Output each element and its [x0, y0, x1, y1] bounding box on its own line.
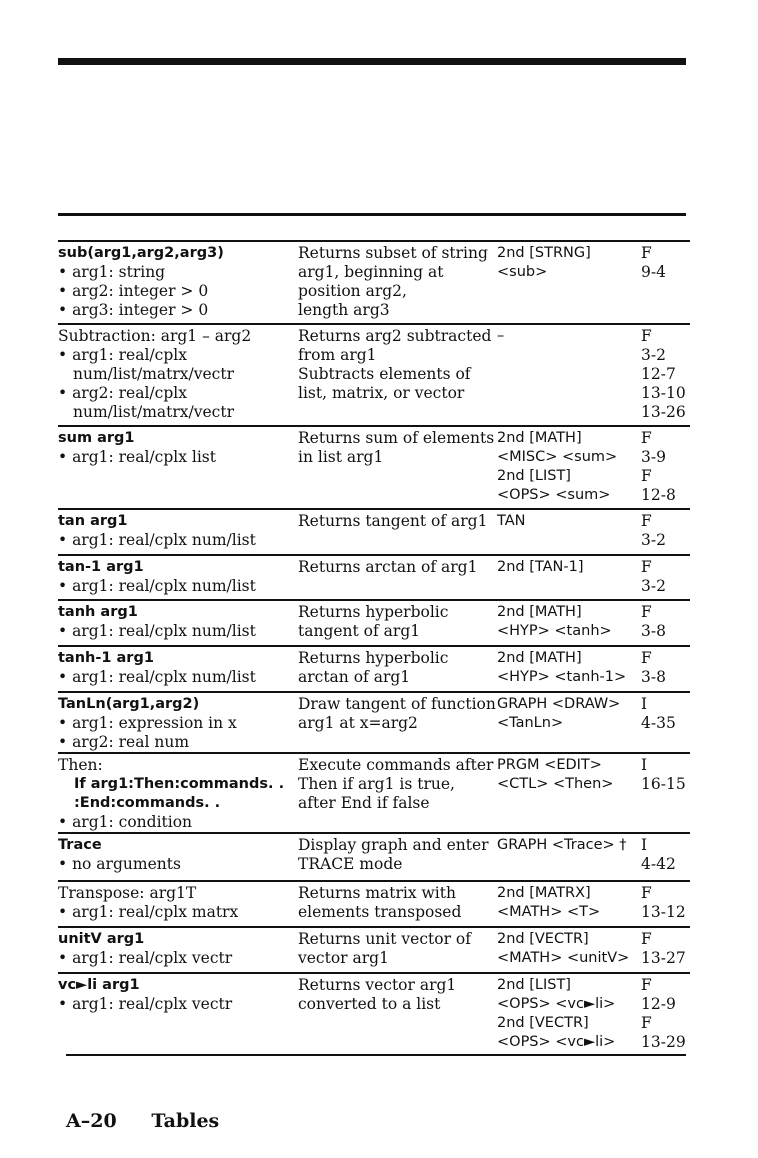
c4-line: 13-27	[641, 949, 686, 967]
c1-line: unitV arg1	[58, 931, 145, 947]
table-row	[58, 645, 690, 691]
c1-line: Trace	[58, 837, 102, 853]
c2-line: Returns hyperbolic	[298, 649, 449, 667]
c2-line: Execute commands after	[298, 756, 494, 774]
column-c4	[641, 244, 666, 282]
c1-line: :End:commands. .	[74, 795, 221, 811]
table-row	[58, 972, 690, 1052]
c3-line: <HYP> <tanh>	[497, 623, 612, 639]
c4-line: F	[641, 467, 652, 485]
column-c1	[58, 429, 216, 467]
c1-line: • arg1: real/cplx num/list	[58, 668, 256, 686]
c4-line: 12-9	[641, 995, 676, 1013]
column-c1	[58, 603, 256, 641]
c2-line: Returns sum of elements	[298, 429, 495, 447]
column-c2	[298, 930, 471, 968]
c2-line: Returns matrix with	[298, 884, 456, 902]
c3-line: 2nd [TAN-1]	[497, 559, 584, 575]
c2-line: vector arg1	[298, 949, 389, 967]
c4-line: F	[641, 244, 652, 262]
c1-line: • arg1: real/cplx vectr	[58, 949, 233, 967]
table-row	[58, 880, 690, 926]
table-row	[58, 691, 690, 752]
c1-line: • arg1: string	[58, 263, 166, 281]
c3-line: <CTL> <Then>	[497, 776, 614, 792]
column-c2	[298, 649, 448, 687]
column-c3	[497, 884, 600, 922]
column-c2	[298, 884, 461, 922]
column-c2	[298, 429, 494, 467]
c4-line: 13-29	[641, 1033, 686, 1051]
column-c2	[298, 976, 456, 1014]
c4-line: F	[641, 512, 652, 530]
c1-line: • arg1: real/cplx matrx	[58, 903, 239, 921]
c1-line: tan arg1	[58, 513, 128, 529]
table-row	[58, 926, 690, 972]
c4-line: I	[641, 756, 648, 774]
c3-line: <MISC> <sum>	[497, 449, 618, 465]
c2-line: converted to a list	[298, 995, 441, 1013]
c3-line: 2nd [MATH]	[497, 650, 582, 666]
c2-line: Returns unit vector of	[298, 930, 471, 948]
column-c4	[641, 756, 686, 794]
column-c1	[58, 244, 224, 320]
c1-line: sub(arg1,arg2,arg3)	[58, 245, 224, 261]
column-c4	[641, 327, 686, 422]
column-c3	[497, 558, 584, 577]
c3-line: 2nd [MATRX]	[497, 885, 591, 901]
table-row	[58, 508, 690, 554]
table-row	[58, 832, 690, 880]
c2-line: Returns subset of string	[298, 244, 488, 262]
table-row	[58, 240, 690, 323]
c3-line: PRGM <EDIT>	[497, 757, 602, 773]
c4-line: 16-15	[641, 775, 686, 793]
column-c4	[641, 884, 686, 922]
column-c2	[298, 836, 489, 874]
table-row	[58, 752, 690, 832]
table-row	[58, 554, 690, 599]
c4-line: F	[641, 976, 652, 994]
c4-line: F	[641, 649, 652, 667]
c1-line: • arg3: integer > 0	[58, 301, 209, 319]
column-c3	[497, 327, 504, 346]
c1-line: • arg1: expression in x	[58, 714, 237, 732]
c2-line: Display graph and enter	[298, 836, 489, 854]
c4-line: F	[641, 603, 652, 621]
c2-line: Subtracts elements of	[298, 365, 471, 383]
column-c3	[497, 930, 629, 968]
c2-line: arctan of arg1	[298, 668, 411, 686]
column-c1	[58, 649, 256, 687]
column-c1	[58, 930, 232, 968]
c1-line: Then:	[58, 756, 103, 774]
column-c1	[58, 327, 251, 422]
column-c3	[497, 976, 615, 1052]
c3-line: GRAPH <Trace> †	[497, 837, 627, 853]
column-c1	[58, 976, 232, 1014]
c3-line: 2nd [LIST]	[497, 468, 571, 484]
c1-line: • no arguments	[58, 855, 181, 873]
c1-line: num/list/matrx/vectr	[73, 403, 234, 421]
c2-line: Returns vector arg1	[298, 976, 457, 994]
c1-line: • arg2: real/cplx	[58, 384, 187, 402]
c3-line: 2nd [LIST]	[497, 977, 571, 993]
table-row	[58, 599, 690, 645]
c1-line: If arg1:Then:commands. .	[74, 776, 285, 792]
c1-line: • arg2: real num	[58, 733, 190, 751]
c1-line: tan-1 arg1	[58, 559, 144, 575]
column-c1	[58, 884, 238, 922]
c3-line: <TanLn>	[497, 715, 564, 731]
c2-line: Returns arctan of arg1	[298, 558, 478, 576]
c3-line: 2nd [MATH]	[497, 604, 582, 620]
column-c3	[497, 836, 627, 855]
c2-line: from arg1	[298, 346, 377, 364]
section-name: Tables	[151, 1110, 220, 1132]
column-c3	[497, 512, 526, 531]
c1-line: Subtraction: arg1 – arg2	[58, 327, 252, 345]
c4-line: F	[641, 1014, 652, 1032]
c1-line: TanLn(arg1,arg2)	[58, 696, 200, 712]
column-c4	[641, 930, 686, 968]
c2-line: Then if arg1 is true,	[298, 775, 455, 793]
c4-line: F	[641, 930, 652, 948]
c4-line: 3-2	[641, 531, 666, 549]
column-c2	[298, 756, 493, 813]
column-c1	[58, 512, 256, 550]
column-c2	[298, 558, 477, 577]
c1-line: sum arg1	[58, 430, 135, 446]
c4-line: 13-12	[641, 903, 686, 921]
c4-line: 4-42	[641, 855, 676, 873]
c2-line: arg1, beginning at	[298, 263, 444, 281]
c2-line: Draw tangent of function	[298, 695, 496, 713]
table-row	[58, 323, 690, 425]
c4-line: 4-35	[641, 714, 676, 732]
c1-line: • arg1: real/cplx num/list	[58, 577, 256, 595]
c2-line: list, matrix, or vector	[298, 384, 465, 402]
page-footer	[66, 1110, 247, 1132]
c2-line: in list arg1	[298, 448, 384, 466]
c2-line: Returns arg2 subtracted	[298, 327, 492, 345]
c1-line: • arg1: real/cplx num/list	[58, 531, 256, 549]
c2-line: elements transposed	[298, 903, 462, 921]
column-c3	[497, 429, 617, 505]
c4-line: 3-2	[641, 346, 666, 364]
c1-line: • arg1: real/cplx vectr	[58, 995, 233, 1013]
c3-line: 2nd [STRNG]	[497, 245, 591, 261]
c2-line: TRACE mode	[298, 855, 403, 873]
c4-line: 12-7	[641, 365, 676, 383]
c1-line: • arg2: integer > 0	[58, 282, 209, 300]
c2-line: arg1 at x=arg2	[298, 714, 418, 732]
table-row	[58, 425, 690, 508]
top-thick-rule	[58, 58, 686, 65]
c4-line: F	[641, 429, 652, 447]
c4-line: I	[641, 836, 648, 854]
c3-line: <OPS> <vc►li>	[497, 996, 616, 1012]
c4-line: F	[641, 884, 652, 902]
column-c4	[641, 558, 666, 596]
c3-line: GRAPH <DRAW>	[497, 696, 621, 712]
page-number: A–20	[66, 1110, 117, 1132]
c2-line: Returns tangent of arg1	[298, 512, 488, 530]
c4-line: 3-9	[641, 448, 666, 466]
c3-line: <OPS> <sum>	[497, 487, 611, 503]
column-c4	[641, 429, 676, 505]
column-c4	[641, 603, 666, 641]
c2-line: after End if false	[298, 794, 430, 812]
table-bottom-rule	[66, 1054, 686, 1056]
c4-line: F	[641, 327, 652, 345]
column-c4	[641, 976, 686, 1052]
c2-line: position arg2,	[298, 282, 407, 300]
c1-line: • arg1: condition	[58, 813, 193, 831]
c1-line: Transpose: arg1T	[58, 884, 197, 902]
column-c2	[298, 327, 491, 403]
column-c2	[298, 603, 448, 641]
c4-line: 3-8	[641, 668, 666, 686]
c3-line: <sub>	[497, 264, 548, 280]
c4-line: 9-4	[641, 263, 666, 281]
column-c1	[58, 836, 181, 874]
c4-line: 3-8	[641, 622, 666, 640]
c1-line: tanh-1 arg1	[58, 650, 154, 666]
column-c4	[641, 512, 666, 550]
c4-line: I	[641, 695, 648, 713]
c1-line: num/list/matrx/vectr	[73, 365, 234, 383]
c3-line: –	[497, 328, 505, 344]
c3-line: 2nd [MATH]	[497, 430, 582, 446]
column-c3	[497, 649, 626, 687]
column-c3	[497, 756, 613, 794]
c4-line: 13-10	[641, 384, 686, 402]
c4-line: 13-26	[641, 403, 686, 421]
c1-line: • arg1: real/cplx	[58, 346, 187, 364]
column-c2	[298, 695, 496, 733]
column-c3	[497, 603, 612, 641]
c3-line: 2nd [VECTR]	[497, 931, 589, 947]
c3-line: TAN	[497, 513, 526, 529]
table-top-rule	[58, 213, 686, 216]
c4-line: 12-8	[641, 486, 676, 504]
c3-line: <OPS> <vc►li>	[497, 1034, 616, 1050]
c1-line: • arg1: real/cplx list	[58, 448, 216, 466]
column-c1	[58, 558, 256, 596]
c3-line: <MATH> <T>	[497, 904, 601, 920]
column-c1	[58, 756, 284, 832]
column-c1	[58, 695, 237, 752]
c2-line: tangent of arg1	[298, 622, 421, 640]
column-c4	[641, 649, 666, 687]
c1-line: vc►li arg1	[58, 977, 140, 993]
column-c2	[298, 512, 487, 531]
c4-line: 3-2	[641, 577, 666, 595]
c2-line: Returns hyperbolic	[298, 603, 449, 621]
column-c3	[497, 695, 620, 733]
column-c4	[641, 695, 676, 733]
column-c2	[298, 244, 488, 320]
c1-line: • arg1: real/cplx num/list	[58, 622, 256, 640]
c3-line: <HYP> <tanh-1>	[497, 669, 627, 685]
c3-line: 2nd [VECTR]	[497, 1015, 589, 1031]
column-c4	[641, 836, 676, 874]
column-c3	[497, 244, 591, 282]
c1-line: tanh arg1	[58, 604, 138, 620]
c2-line: length arg3	[298, 301, 390, 319]
c3-line: <MATH> <unitV>	[497, 950, 630, 966]
c4-line: F	[641, 558, 652, 576]
